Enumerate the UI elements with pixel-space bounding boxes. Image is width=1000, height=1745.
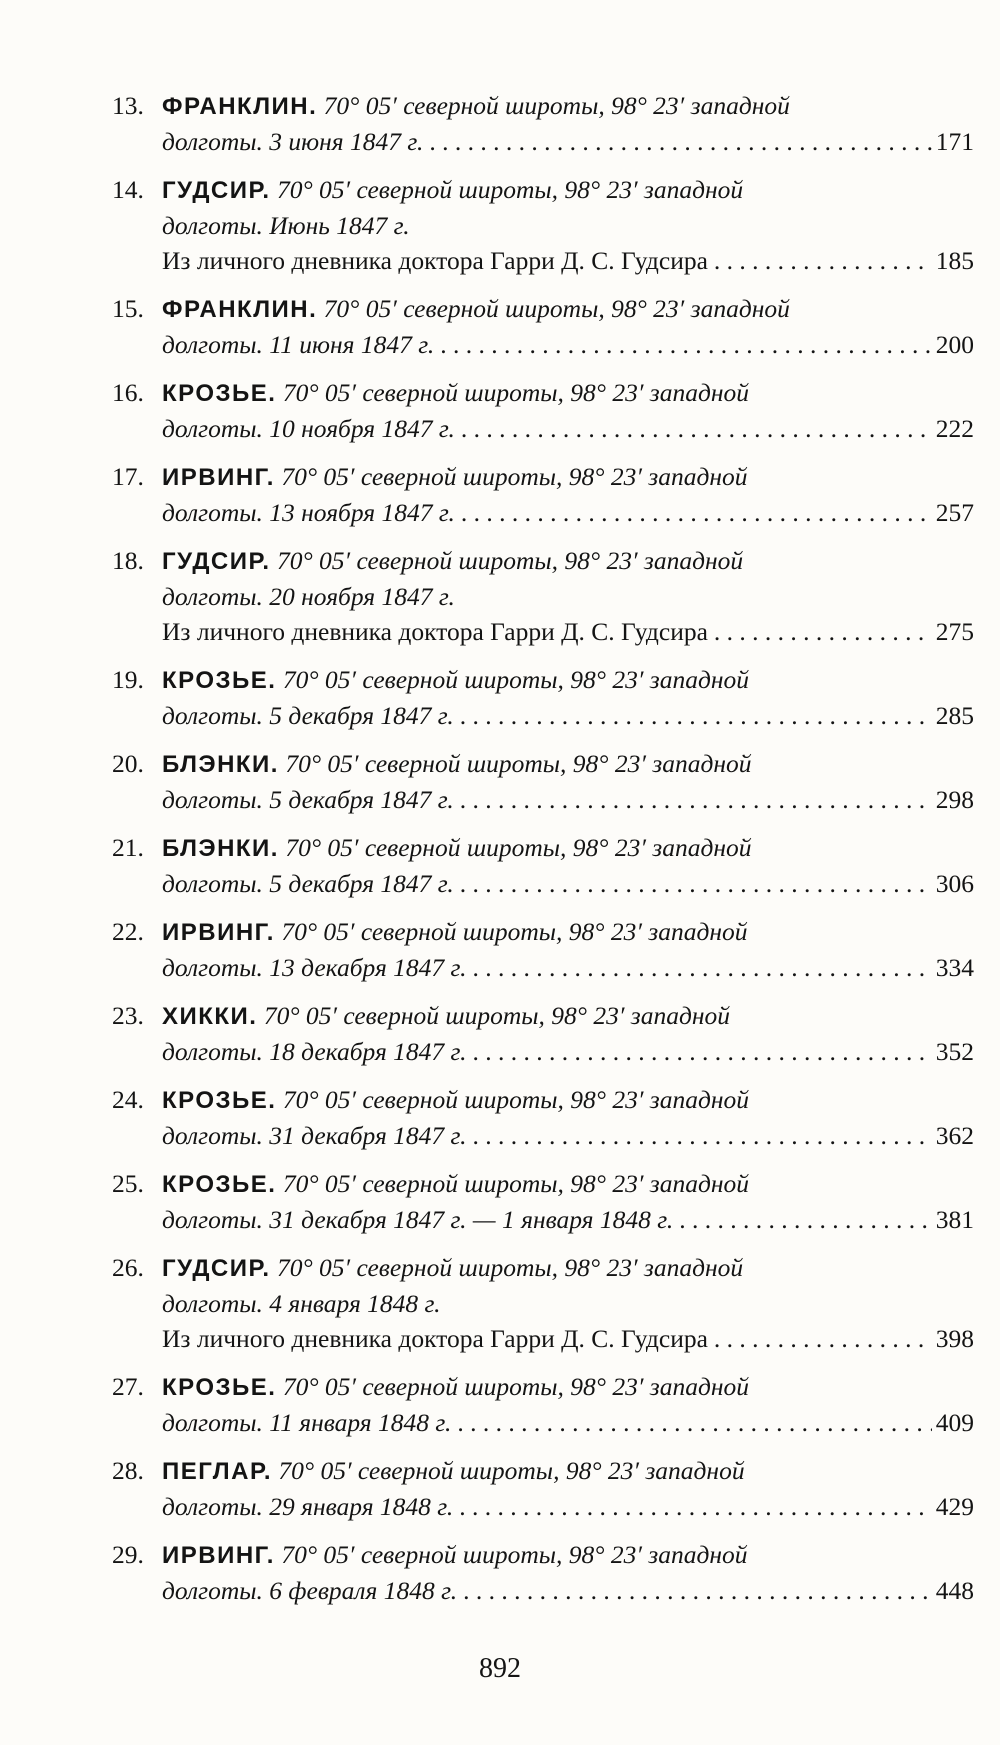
entry-subtitle-line: [162, 614, 974, 649]
entry-coordinates: 70° 05′ северной широты, 98° 23′ западной: [285, 749, 752, 778]
entry-date: долготы. 13 декабря 1847 г.: [162, 953, 467, 982]
entry-date: долготы. 3 июня 1847 г.: [162, 127, 424, 156]
entry-date: долготы. 4 января 1848 г.: [162, 1289, 441, 1318]
leader-dots: [679, 1202, 932, 1237]
entry-page-number: 200: [935, 330, 974, 359]
entry-coordinates: 70° 05′ северной широты, 98° 23′ западной: [276, 175, 744, 204]
entry-date-line: [162, 1286, 974, 1321]
entry-date: долготы. 20 ноября 1847 г.: [162, 582, 455, 611]
entry-date: долготы. 29 января 1848 г.: [162, 1492, 454, 1521]
entry-page-number: 409: [935, 1408, 974, 1437]
entry-page-number: 306: [935, 869, 974, 898]
leader-dots: [460, 866, 932, 901]
entry-page-number: 334: [935, 953, 974, 982]
entry-date-line: [162, 698, 974, 733]
entry-name: ГУДСИР.: [162, 548, 271, 575]
entry-heading: [162, 914, 974, 950]
entry-heading: [162, 375, 974, 411]
entry-date: долготы. 5 декабря 1847 г.: [162, 869, 454, 898]
entry-date: долготы. 11 июня 1847 г.: [162, 330, 435, 359]
leader-dots: [714, 243, 932, 278]
entry-coordinates: 70° 05′ северной широты, 98° 23′ западной: [323, 91, 790, 120]
entry-date: долготы. 31 декабря 1847 г. — 1 января 1848 г.: [162, 1205, 674, 1234]
entry-name: ИРВИНГ.: [162, 464, 275, 491]
toc-entry[interactable]: [112, 172, 974, 278]
entry-number: 15.: [112, 294, 144, 323]
toc-entry[interactable]: [112, 291, 974, 362]
toc-entry[interactable]: [112, 1250, 974, 1356]
toc-entry[interactable]: [112, 662, 974, 733]
leader-dots: [460, 782, 932, 817]
entry-subtitle-line: [162, 1321, 974, 1356]
leader-dots: [473, 1034, 932, 1069]
entry-page-number: 352: [935, 1037, 974, 1066]
entry-coordinates: 70° 05′ северной широты, 98° 23′ западной: [263, 1001, 731, 1030]
entry-heading: [162, 998, 974, 1034]
toc-entry[interactable]: [112, 998, 974, 1069]
leader-dots: [714, 1321, 932, 1356]
entry-number: 28.: [112, 1456, 144, 1485]
leader-dots: [461, 411, 932, 446]
entry-subtitle: Из личного дневника доктора Гарри Д. С. Гудсира: [162, 246, 708, 275]
entry-coordinates: 70° 05′ северной широты, 98° 23′ западной: [278, 1456, 745, 1485]
entry-page-number: 381: [935, 1205, 974, 1234]
entry-coordinates: 70° 05′ северной широты, 98° 23′ западной: [282, 378, 750, 407]
entry-number: 27.: [112, 1372, 144, 1401]
entry-number: 18.: [112, 546, 144, 575]
entry-number: 22.: [112, 917, 144, 946]
entry-coordinates: 70° 05′ северной широты, 98° 23′ западной: [281, 917, 748, 946]
entry-date: долготы. 18 декабря 1847 г.: [162, 1037, 467, 1066]
entry-name: КРОЗЬЕ.: [162, 1374, 277, 1401]
entry-date-line: [162, 866, 974, 901]
entry-heading: [162, 172, 974, 208]
entry-subtitle-line: [162, 243, 974, 278]
entry-date: долготы. 11 января 1848 г.: [162, 1408, 452, 1437]
entry-name: ИРВИНГ.: [162, 919, 275, 946]
entry-date-line: [162, 950, 974, 985]
entry-heading: [162, 662, 974, 698]
entry-date-line: [162, 1573, 974, 1608]
entry-name: БЛЭНКИ.: [162, 835, 279, 862]
entry-number: 29.: [112, 1540, 144, 1569]
page-number: 892: [479, 1653, 521, 1684]
leader-dots: [473, 1118, 932, 1153]
entry-heading: [162, 1166, 974, 1202]
entry-date-line: [162, 327, 974, 362]
entry-heading: [162, 1082, 974, 1118]
entry-heading: [162, 1250, 974, 1286]
entry-page-number: 448: [935, 1576, 974, 1605]
entry-heading: [162, 291, 974, 327]
entry-number: 26.: [112, 1253, 144, 1282]
leader-dots: [463, 1573, 932, 1608]
entry-name: КРОЗЬЕ.: [162, 667, 277, 694]
entry-name: ГУДСИР.: [162, 177, 271, 204]
entry-heading: [162, 543, 974, 579]
entry-number: 20.: [112, 749, 144, 778]
toc-entry[interactable]: [112, 1082, 974, 1153]
entry-page-number: 429: [935, 1492, 974, 1521]
toc-entry[interactable]: [112, 1369, 974, 1440]
entry-number: 14.: [112, 175, 144, 204]
entry-name: КРОЗЬЕ.: [162, 1087, 277, 1114]
entry-date: долготы. 6 февраля 1848 г.: [162, 1576, 458, 1605]
entry-number: 17.: [112, 462, 144, 491]
leader-dots: [714, 614, 932, 649]
entry-number: 24.: [112, 1085, 144, 1114]
leader-dots: [429, 124, 931, 159]
entry-coordinates: 70° 05′ северной широты, 98° 23′ западной: [282, 1372, 750, 1401]
leader-dots: [440, 327, 932, 362]
entry-page-number: 398: [935, 1324, 974, 1353]
entry-coordinates: 70° 05′ северной широты, 98° 23′ западной: [282, 1085, 750, 1114]
toc-entry[interactable]: [112, 746, 974, 817]
entry-date: долготы. Июнь 1847 г.: [162, 211, 410, 240]
toc-entry[interactable]: [112, 459, 974, 530]
entry-page-number: 185: [935, 246, 974, 275]
table-of-contents: [112, 88, 974, 1621]
entry-date-line: [162, 411, 974, 446]
entry-coordinates: 70° 05′ северной широты, 98° 23′ западной: [282, 1169, 750, 1198]
entry-name: ГУДСИР.: [162, 1255, 271, 1282]
toc-entry[interactable]: [112, 1537, 974, 1608]
toc-entry[interactable]: [112, 914, 974, 985]
entry-date: долготы. 5 декабря 1847 г.: [162, 701, 454, 730]
toc-entry[interactable]: [112, 543, 974, 649]
entry-name: КРОЗЬЕ.: [162, 1171, 277, 1198]
entry-date-line: [162, 1489, 974, 1524]
entry-name: ХИККИ.: [162, 1003, 258, 1030]
entry-name: ПЕГЛАР.: [162, 1458, 273, 1485]
entry-heading: [162, 459, 974, 495]
entry-date-line: [162, 1405, 974, 1440]
entry-coordinates: 70° 05′ северной широты, 98° 23′ западной: [281, 1540, 748, 1569]
leader-dots: [457, 1405, 931, 1440]
toc-entry[interactable]: [112, 375, 974, 446]
entry-date-line: [162, 208, 974, 243]
entry-date-line: [162, 495, 974, 530]
leader-dots: [459, 1489, 931, 1524]
entry-date: долготы. 31 декабря 1847 г.: [162, 1121, 467, 1150]
leader-dots: [473, 950, 932, 985]
entry-coordinates: 70° 05′ северной широты, 98° 23′ западной: [323, 294, 790, 323]
entry-number: 21.: [112, 833, 144, 862]
entry-date-line: [162, 1034, 974, 1069]
entry-heading: [162, 830, 974, 866]
entry-page-number: 285: [935, 701, 974, 730]
entry-coordinates: 70° 05′ северной широты, 98° 23′ западной: [285, 833, 752, 862]
entry-page-number: 362: [935, 1121, 974, 1150]
entry-date: долготы. 5 декабря 1847 г.: [162, 785, 454, 814]
entry-coordinates: 70° 05′ северной широты, 98° 23′ западной: [276, 1253, 744, 1282]
entry-coordinates: 70° 05′ северной широты, 98° 23′ западной: [276, 546, 744, 575]
entry-name: ИРВИНГ.: [162, 1542, 275, 1569]
entry-coordinates: 70° 05′ северной широты, 98° 23′ западной: [281, 462, 748, 491]
leader-dots: [461, 495, 932, 530]
entry-date-line: [162, 1202, 974, 1237]
toc-entry[interactable]: [112, 1453, 974, 1524]
entry-heading: [162, 1369, 974, 1405]
entry-page-number: 275: [935, 617, 974, 646]
toc-entry[interactable]: [112, 88, 974, 159]
entry-date-line: [162, 124, 974, 159]
entry-number: 23.: [112, 1001, 144, 1030]
toc-entry[interactable]: [112, 830, 974, 901]
entry-number: 19.: [112, 665, 144, 694]
entry-heading: [162, 746, 974, 782]
entry-name: КРОЗЬЕ.: [162, 380, 277, 407]
entry-date-line: [162, 579, 974, 614]
entry-subtitle: Из личного дневника доктора Гарри Д. С. Гудсира: [162, 617, 708, 646]
entry-number: 16.: [112, 378, 144, 407]
entry-date: долготы. 13 ноября 1847 г.: [162, 498, 455, 527]
entry-number: 25.: [112, 1169, 144, 1198]
entry-heading: [162, 1537, 974, 1573]
entry-date-line: [162, 782, 974, 817]
entry-coordinates: 70° 05′ северной широты, 98° 23′ западной: [282, 665, 750, 694]
leader-dots: [460, 698, 932, 733]
entry-heading: [162, 88, 974, 124]
entry-page-number: 298: [935, 785, 974, 814]
entry-name: ФРАНКЛИН.: [162, 93, 318, 120]
entry-date-line: [162, 1118, 974, 1153]
entry-page-number: 222: [935, 414, 974, 443]
entry-date: долготы. 10 ноября 1847 г.: [162, 414, 455, 443]
entry-subtitle: Из личного дневника доктора Гарри Д. С. Гудсира: [162, 1324, 708, 1353]
toc-entry[interactable]: [112, 1166, 974, 1237]
entry-page-number: 171: [935, 127, 974, 156]
entry-page-number: 257: [935, 498, 974, 527]
entry-heading: [162, 1453, 974, 1489]
entry-name: БЛЭНКИ.: [162, 751, 279, 778]
entry-name: ФРАНКЛИН.: [162, 296, 318, 323]
entry-number: 13.: [112, 91, 144, 120]
